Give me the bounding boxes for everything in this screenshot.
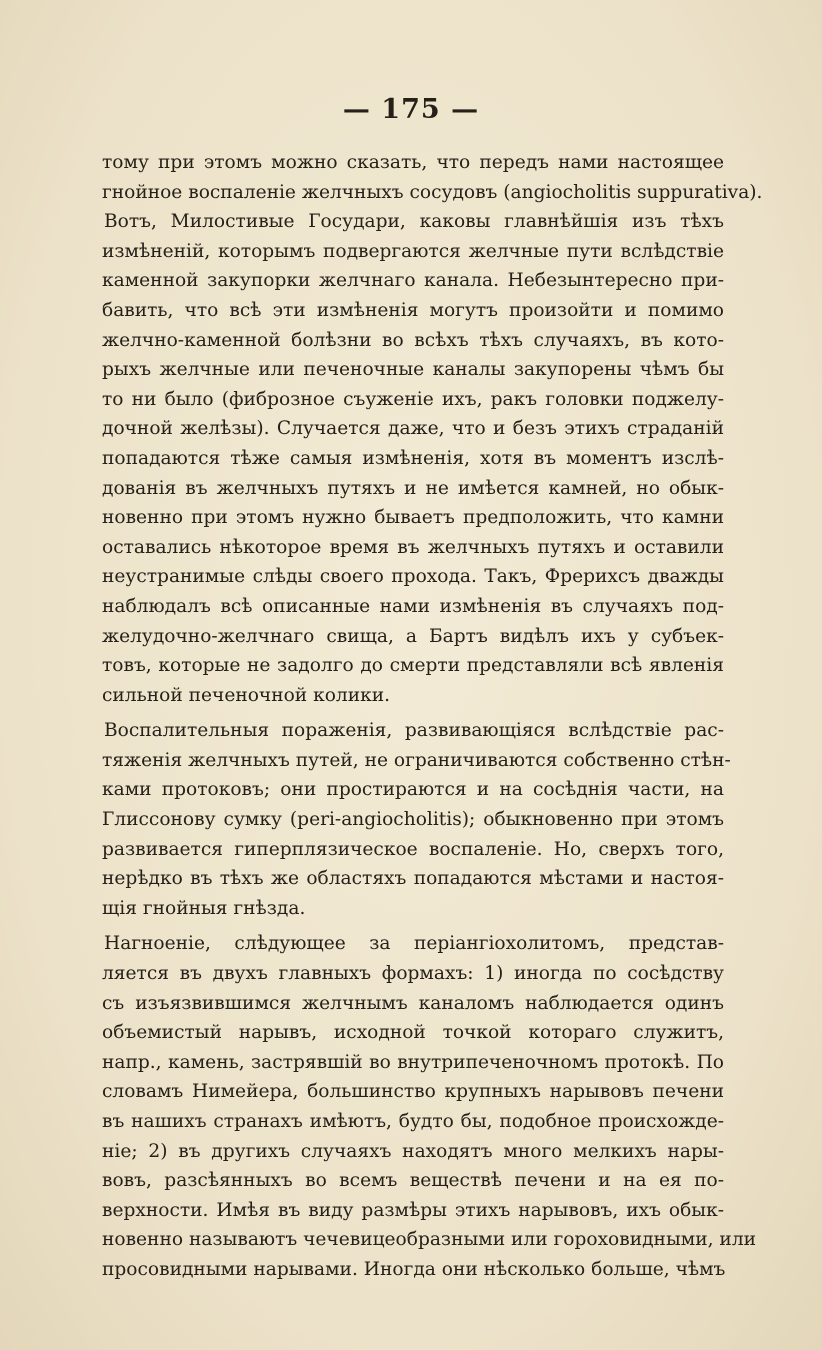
text-line: желудочно-желчнаго свища, а Бартъ видѣлъ ихъ у субъек- — [102, 625, 724, 647]
paragraph-3 — [102, 716, 731, 923]
body-text — [102, 148, 763, 1285]
text-line: тому при этомъ можно сказать, что передъ нами настоящее — [102, 152, 724, 173]
text-line: ляется въ двухъ главныхъ формахъ: 1) иногда по сосѣдству — [102, 963, 724, 985]
text-line: съ изъязвившимся желчнымъ каналомъ наблюдается одинъ — [102, 992, 724, 1014]
paragraph-2 — [102, 207, 724, 710]
text-line: ками протоковъ; они простираются и на сосѣднія части, на — [102, 779, 724, 801]
text-line: то ни было (фиброзное съуженіе ихъ, ракъ головки поджелу- — [102, 388, 724, 410]
text-line: объемистый нарывъ, исходной точкой котораго служитъ, — [102, 1022, 724, 1044]
text-line: новенно при этомъ нужно бываетъ предположить, что камни — [102, 507, 724, 529]
text-line: вовъ, разсѣянныхъ во всемъ веществѣ печени и на ея по- — [102, 1170, 724, 1192]
text-line: желчно-каменной болѣзни во всѣхъ тѣхъ случаяхъ, въ кото- — [102, 329, 724, 351]
text-line: въ нашихъ странахъ имѣютъ, будто бы, подобное происхожде- — [102, 1111, 724, 1132]
text-line: верхности. Имѣя въ виду размѣры этихъ нарывовъ, ихъ обык- — [102, 1199, 724, 1221]
text-line: Нагноеніе, слѣдующее за періангіохолитомъ, представ- — [104, 933, 724, 955]
text-line: Воспалительныя пораженія, развивающіяся вслѣдствіе рас- — [104, 720, 724, 742]
text-line: товъ, которые не задолго до смерти представляли всѣ явленія — [102, 655, 724, 677]
text-line: нерѣдко въ тѣхъ же областяхъ попадаются мѣстами и настоя- — [102, 868, 724, 890]
text-line: новенно называютъ чечевицеобразными или гороховидными, или — [102, 1229, 757, 1251]
text-line: напр., камень, застрявшій во внутрипеченочномъ протокѣ. По — [102, 1051, 724, 1073]
page-number: — 175 — — [342, 94, 480, 125]
text-line: оставались нѣкоторое время въ желчныхъ путяхъ и оставили — [102, 536, 724, 558]
text-line: сильной печеночной колики. — [102, 684, 391, 706]
text-line: развивается гиперплязическое воспаленіе. Но, сверхъ того, — [102, 838, 724, 860]
text-line: бавить, что всѣ эти измѣненія могутъ произойти и помимо — [102, 299, 724, 321]
text-line: неустранимые слѣды своего прохода. Такъ, Фрерихсъ дважды — [102, 566, 724, 588]
text-line: Глиссонову сумку (peri-angiocholitis); обыкновенно при этомъ — [102, 809, 724, 831]
paragraph-1 — [102, 148, 763, 207]
text-line: дованія въ желчныхъ путяхъ и не имѣется камней, но обык- — [102, 477, 724, 499]
text-line: попадаются тѣже самыя измѣненія, хотя въ моментъ изслѣ- — [102, 447, 724, 469]
text-line: словамъ Нимейера, большинство крупныхъ нарывовъ печени — [102, 1081, 724, 1103]
text-line: гнойное воспаленіе желчныхъ сосудовъ (angiocholitis suppurativa). — [102, 181, 763, 203]
paragraph-4 — [102, 929, 757, 1284]
text-line: наблюдалъ всѣ описанные нами измѣненія въ случаяхъ под- — [102, 595, 724, 617]
text-line: измѣненій, которымъ подвергаются желчные пути вслѣдствіе — [102, 240, 724, 262]
text-line: Вотъ, Милостивые Государи, каковы главнѣйшія изъ тѣхъ — [104, 211, 724, 233]
text-line: каменной закупорки желчнаго канала. Небезынтересно при- — [102, 270, 724, 292]
text-line: щія гнойныя гнѣзда. — [102, 897, 306, 919]
text-line: рыхъ желчные или печеночные каналы закупорены чѣмъ бы — [102, 359, 724, 381]
text-line: просовидными нарывами. Иногда они нѣсколько больше, чѣмъ — [102, 1258, 726, 1280]
text-line: дочной желѣзы). Случается даже, что и безъ этихъ страданій — [102, 418, 724, 440]
text-line: тяженія желчныхъ путей, не ограничиваются собственно стѣн- — [102, 749, 731, 771]
text-line: ніе; 2) въ другихъ случаяхъ находятъ много мелкихъ нары- — [102, 1140, 724, 1162]
